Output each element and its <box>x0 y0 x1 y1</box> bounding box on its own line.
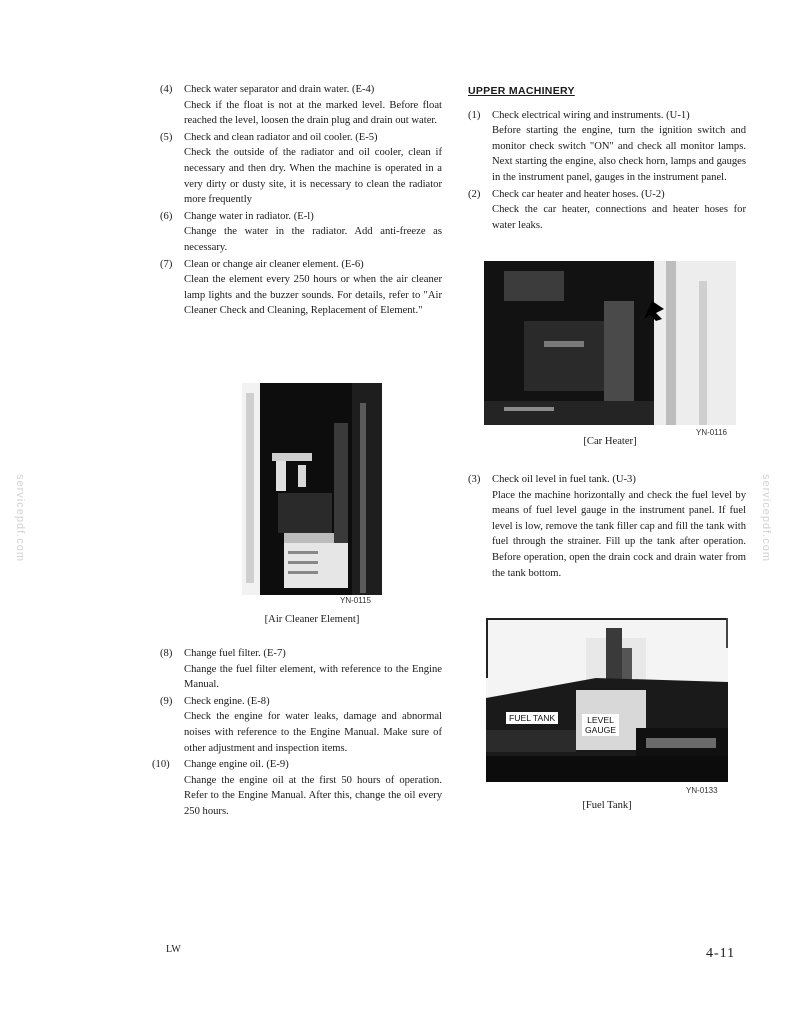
item-heading: Check car heater and heater hoses. (U-2) <box>492 188 665 200</box>
footer-left: LW <box>166 944 181 955</box>
car-heater-image <box>484 261 736 425</box>
right-items-upper <box>468 108 746 234</box>
list-item <box>468 108 746 186</box>
item-body: Clean the element every 250 hours or when the air cleaner lamp lights and the buzzer sounds. For details, refer to "Air Cleaner Check and Cleaning, Replacement of Element." <box>184 274 442 317</box>
item-heading: Check and clean radiator and oil cooler. (E-5) <box>184 131 378 143</box>
fuel-tank-photo <box>486 618 728 782</box>
watermark-left: servicepdf.com <box>13 474 26 562</box>
air-cleaner-figure-id: YN-0115 <box>340 596 371 605</box>
item-heading: Change engine oil. (E-9) <box>184 759 289 771</box>
item-number: (7) <box>160 258 173 270</box>
item-body: Check the engine for water leaks, damage and abnormal noises with reference to the Engine Manual. Make sure of other adjustment and inspection items. <box>184 711 442 754</box>
item-body: Place the machine horizontally and check the fuel level by means of fuel level gauge in the instrument panel. If fuel level is low, remove the tank filler cap and fill the tank with fuel through the strainer. Fill up the tank after operation. Before operation, open the drain cock and drain water from the tank bottom. <box>492 489 746 579</box>
car-heater-caption: [Car Heater] <box>583 436 637 447</box>
item-number: (1) <box>468 109 481 121</box>
list-item <box>160 82 442 129</box>
air-cleaner-caption: [Air Cleaner Element] <box>264 614 360 625</box>
list-item <box>468 472 746 581</box>
item-number: (10) <box>152 759 170 771</box>
level-gauge-line-2: GAUGE <box>585 725 617 735</box>
item-body: Check the car heater, connections and heater hoses for water leaks. <box>492 204 746 231</box>
item-heading: Change water in radiator. (E-l) <box>184 210 314 222</box>
item-heading: Check engine. (E-8) <box>184 695 270 707</box>
item-number: (6) <box>160 210 173 222</box>
item-number: (4) <box>160 84 173 95</box>
list-item <box>160 130 442 208</box>
item-body: Change the water in the radiator. Add anti-freeze as necessary. <box>184 226 442 253</box>
level-gauge-line-1: LEVEL <box>587 715 614 725</box>
right-column-lower <box>468 472 746 581</box>
left-column-upper <box>160 82 442 319</box>
item-body: Before starting the engine, turn the ignition switch and monitor check switch "ON" and check all monitor lamps. Next starting the engine, also check horn, lamps and gauges in the instrument panel, gauges in the instrument panel. <box>492 125 746 183</box>
left-column-lower <box>152 646 442 820</box>
list-item <box>468 187 746 234</box>
level-gauge-label <box>582 714 619 736</box>
item-heading: Clean or change air cleaner element. (E-6) <box>184 258 364 270</box>
item-number: (9) <box>160 695 173 707</box>
list-item <box>160 646 442 693</box>
item-heading: Change fuel filter. (E-7) <box>184 648 286 659</box>
fuel-tank-image <box>486 618 728 782</box>
fuel-tank-caption: [Fuel Tank] <box>582 800 632 811</box>
item-body: Change the fuel filter element, with reference to the Engine Manual. <box>184 663 442 691</box>
air-cleaner-photo <box>242 383 382 595</box>
car-heater-photo <box>484 261 736 425</box>
item-body: Check if the float is not at the marked level. Before float reached the level, loosen the drain plug and drain out water. <box>184 99 442 127</box>
item-number: (3) <box>468 474 481 485</box>
right-column-upper <box>468 84 746 233</box>
car-heater-figure-id: YN-0116 <box>696 428 727 437</box>
list-item <box>160 257 442 319</box>
section-title: UPPER MACHINERY <box>468 85 575 97</box>
list-item <box>160 209 442 256</box>
list-item <box>160 694 442 756</box>
item-heading: Check water separator and drain water. (E-4) <box>184 84 375 95</box>
item-body: Change the engine oil at the first 50 hours of operation. Refer to the Engine Manual. After this, change the oil every 250 hours. <box>184 774 442 817</box>
item-heading: Check electrical wiring and instruments. (U-1) <box>492 109 690 121</box>
item-number: (2) <box>468 188 481 200</box>
list-item <box>152 757 442 819</box>
page-number: 4-11 <box>706 946 736 961</box>
watermark-right: servicepdf.com <box>759 474 772 562</box>
fuel-tank-label: FUEL TANK <box>506 712 558 724</box>
item-body: Check the outside of the radiator and oil cooler, clean if necessary and then dry. When the machine is operated in a very dirty or dusty site, it is necessary to clean the radiator more frequently <box>184 147 442 206</box>
item-number: (5) <box>160 131 173 143</box>
fuel-tank-figure-id: YN-0133 <box>686 786 718 795</box>
item-number: (8) <box>160 648 173 659</box>
air-cleaner-image <box>242 383 382 595</box>
item-heading: Check oil level in fuel tank. (U-3) <box>492 474 636 485</box>
